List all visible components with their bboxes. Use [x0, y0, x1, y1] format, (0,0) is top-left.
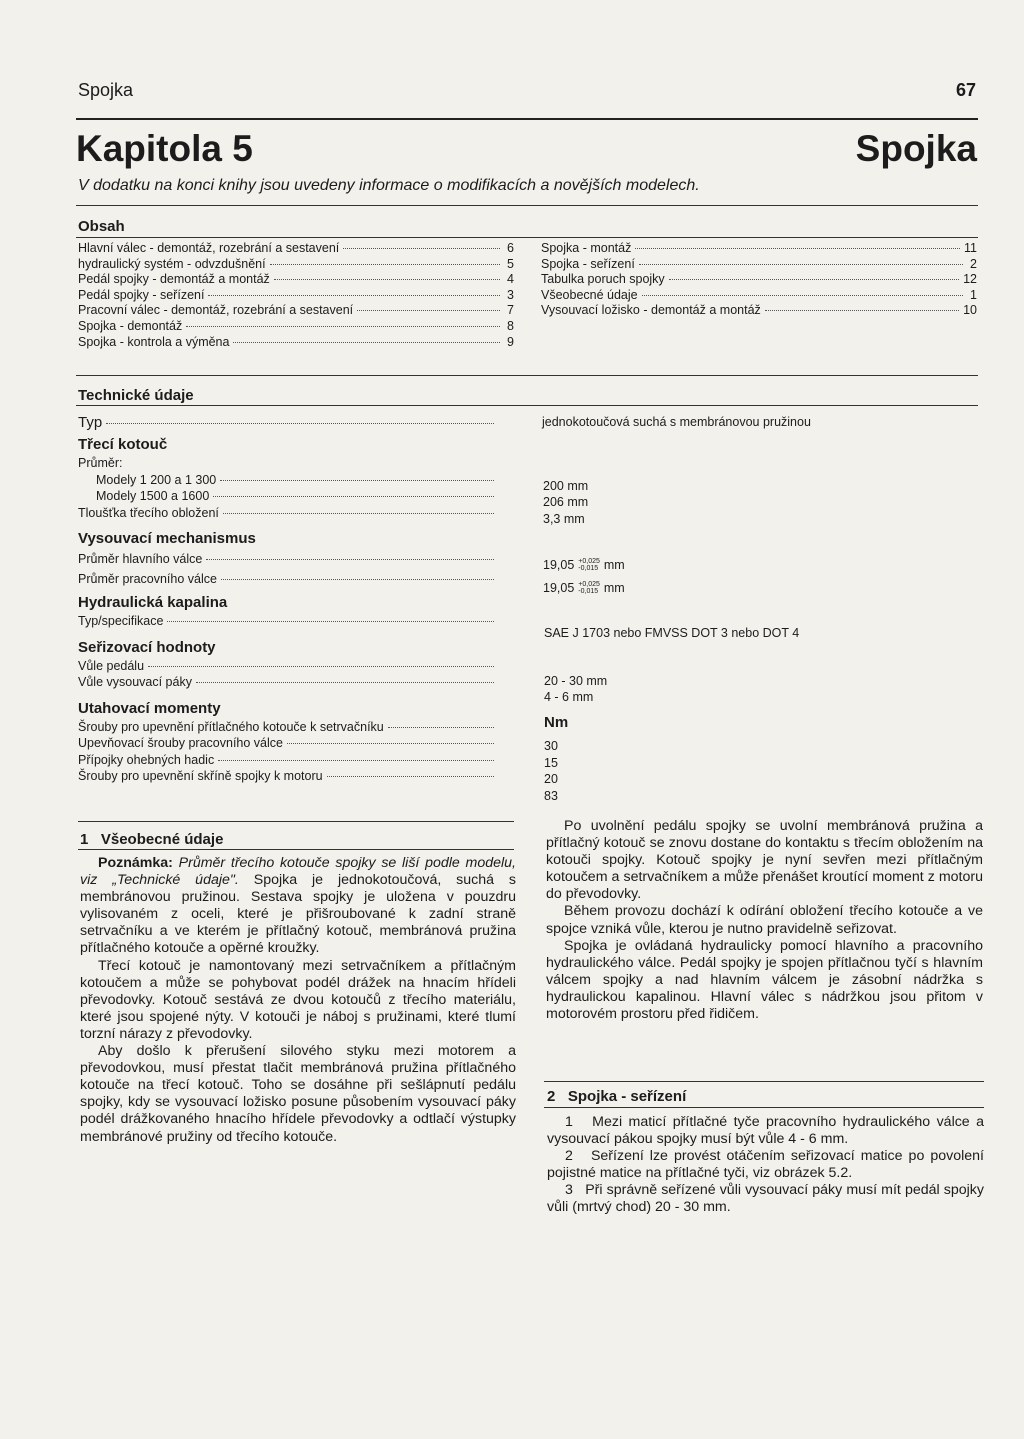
spec-row: Průměr pracovního válce	[78, 569, 508, 589]
page-number: 67	[955, 80, 976, 100]
thickness-value: 3,3 mm	[543, 512, 585, 526]
toc-item[interactable]: Pedál spojky - seřízení 3	[78, 287, 514, 302]
torque-value: 83	[544, 789, 558, 803]
diameter-label: Průměr:	[78, 456, 123, 470]
specs-title: Technické údaje	[78, 387, 194, 404]
contents-title: Obsah	[78, 218, 125, 235]
toc-item[interactable]: Všeobecné údaje 1	[541, 287, 977, 302]
running-header-section: Spojka	[78, 80, 134, 100]
torque-value: 30	[544, 739, 558, 753]
contents-rule	[76, 237, 978, 238]
slave-cylinder-value: 19,05 +0,025 -0,015 mm	[543, 581, 625, 596]
adjust-heading: Seřizovací hodnoty	[78, 638, 216, 656]
spec-row: Upevňovací šrouby pracovního válce	[78, 735, 508, 752]
spec-row: Šrouby pro upevnění přítlačného kotouče k setrvačníku	[78, 719, 508, 736]
section2-title: Spojka - seřízení	[567, 1088, 687, 1105]
specs-rule	[76, 405, 978, 406]
section2-rule	[544, 1107, 984, 1108]
paragraph: Aby došlo k přerušení silového styku mezi motorem a převodovkou, musí přestat tlačit membránová pružina přítlačného kotouče na třecí kotouč. Toho se dosáhne při sešlápnutí pedálu spojky, kdy se vysouvací ložisko posune působením vysouvací páky podél drážkovaného hnacího hřídele převodovky a odtlačí výstupky membránové pružiny od třecího kotouče.	[80, 1043, 516, 1145]
paragraph: Poznámka: Průměr třecího kotouče spojky se liší podle modelu, viz „Technické údaje". Spojka je jednokotoučová, suchá s membránovou pružinou. Sestava spojky je uložena v pouzdru vylisovaném z oceli, které je přišroubované k zadní straně setrvačníku a ve kterém je přítlačný kotouč, membránová pružina přítlačného kotouče a opěrné kroužky.	[80, 855, 516, 957]
torque-unit: Nm	[544, 714, 569, 731]
spec-row: Tloušťka třecího obložení	[78, 505, 508, 522]
header-rule	[76, 118, 978, 120]
fluid-value: SAE J 1703 nebo FMVSS DOT 3 nebo DOT 4	[544, 626, 800, 640]
toc-item[interactable]: hydraulický systém - odvzdušnění 5	[78, 256, 514, 271]
spec-row: Šrouby pro upevnění skříně spojky k motoru	[78, 768, 508, 785]
toc-item[interactable]: Vysouvací ložisko - demontáž a montáž 10	[541, 303, 977, 318]
spec-row: Modely 1 200 a 1 300	[78, 472, 508, 489]
toc-item[interactable]: Pracovní válec - demontáž, rozebrání a sestavení 7	[78, 303, 514, 318]
specs-rule-top	[76, 375, 978, 376]
paragraph: Třecí kotouč je namontovaný mezi setrvačníkem a přítlačným kotoučem a může se pohybovat podél drážek na hnacím hřídeli převodovky. Kotouč sestává ze dvou kotoučů z třecího materiálu, které jsou spojené nýty. V kotouči je náboj s pružinami, které tlumí torzní nárazy z převodovky.	[80, 957, 516, 1042]
models-2-value: 206 mm	[543, 495, 589, 509]
spec-row: Průměr hlavního válce	[78, 549, 508, 569]
toc-item[interactable]: Pedál spojky - demontáž a montáž 4	[78, 272, 514, 287]
chapter-name: Spojka	[855, 128, 977, 169]
list-item: 1 Mezi maticí přítlačné tyče pracovního hydraulického válce a vysouvací pákou spojky musí být vůle 4 - 6 mm.	[547, 1114, 985, 1148]
section1-body	[80, 855, 516, 1146]
section2-heading	[547, 1088, 686, 1105]
typ-value: jednokotoučová suchá s membránovou pružinou	[542, 415, 811, 429]
section2-rule-top	[544, 1081, 984, 1082]
spec-row: Typ/specifikace	[78, 613, 508, 630]
paragraph: Během provozu dochází k odírání obložení třecího kotouče a ve spojce vzniká vůle, kterou je nutno pravidelně seřizovat.	[546, 903, 983, 937]
fluid-heading: Hydraulická kapalina	[78, 594, 228, 611]
section1-rule	[78, 849, 514, 850]
list-item: 3 Při správně seřízené vůli vysouvací páky musí mít pedál spojky vůli (mrtvý chod) 20 - 30 mm.	[547, 1182, 984, 1216]
spec-row: Přípojky ohebných hadic	[78, 752, 508, 769]
toc-item[interactable]: Hlavní válec - demontáž, rozebrání a sestavení 6	[78, 241, 514, 255]
friction-heading: Třecí kotouč	[78, 436, 168, 453]
master-cylinder-value: 19,05 +0,025 -0,015 mm	[543, 558, 625, 573]
section1-rule-top	[78, 821, 514, 822]
spec-typ-row: Typ	[78, 413, 508, 433]
torque-value: 15	[544, 756, 558, 770]
running-header	[78, 80, 976, 104]
toc-item[interactable]: Spojka - kontrola a výměna 9	[78, 334, 514, 349]
right-body	[546, 818, 983, 1023]
paragraph: Spojka je ovládaná hydraulicky pomocí hlavního a pracovního hydraulického válce. Pedál spojky je spojen přítlačnou tyčí s hlavním válcem spojky a nad hlavním válcem je zásobní nádržka s hydraulickou kapalinou. Hlavní válec s nádržkou jsou přitom v motorovém prostoru před řidičem.	[546, 937, 983, 1023]
list-item: 2 Seřízení lze provést otáčením seřizovací matice po povolení pojistné matice na přítlačné tyči, viz obrázek 5.2.	[547, 1148, 984, 1182]
pedal-play-value: 20 - 30 mm	[544, 674, 608, 688]
contents-left	[78, 241, 514, 350]
release-heading: Vysouvací mechanismus	[78, 530, 256, 547]
toc-item[interactable]: Spojka - montáž 11	[541, 241, 977, 255]
specs-labels	[78, 413, 508, 785]
contents-right	[541, 241, 977, 319]
toc-item[interactable]: Spojka - demontáž 8	[78, 318, 514, 333]
chapter-rule	[76, 205, 978, 206]
models-1-value: 200 mm	[543, 479, 589, 493]
section2-number: 2	[547, 1088, 556, 1105]
section1-title: Všeobecné údaje	[100, 831, 224, 848]
chapter-note: V dodatku na konci knihy jsou uvedeny informace o modifikacích a novějších modelech.	[78, 177, 700, 194]
spec-row: Modely 1500 a 1600	[78, 488, 508, 505]
toc-item[interactable]: Spojka - seřízení 2	[541, 256, 977, 271]
section1-heading	[80, 831, 223, 848]
toc-item[interactable]: Tabulka poruch spojky 12	[541, 272, 977, 287]
chapter-label: Kapitola 5	[76, 128, 253, 169]
torque-value: 20	[544, 772, 558, 786]
paragraph: Po uvolnění pedálu spojky se uvolní membránová pružina a přítlačný kotouč se znovu dostane do kontaktu s třecím obložením na kotouči spojky. Kotouč spojky je nyní sevřen mezi přítlačným kotoučem a setrvačníkem a může přenášet kroutící moment z motoru do převodovky.	[546, 818, 983, 903]
lever-play-value: 4 - 6 mm	[544, 690, 594, 704]
torque-heading: Utahovací momenty	[78, 699, 221, 717]
section2-list	[547, 1114, 984, 1217]
section1-number: 1	[80, 831, 89, 848]
spec-row: Vůle vysouvací páky	[78, 674, 508, 691]
spec-row: Vůle pedálu	[78, 658, 508, 675]
